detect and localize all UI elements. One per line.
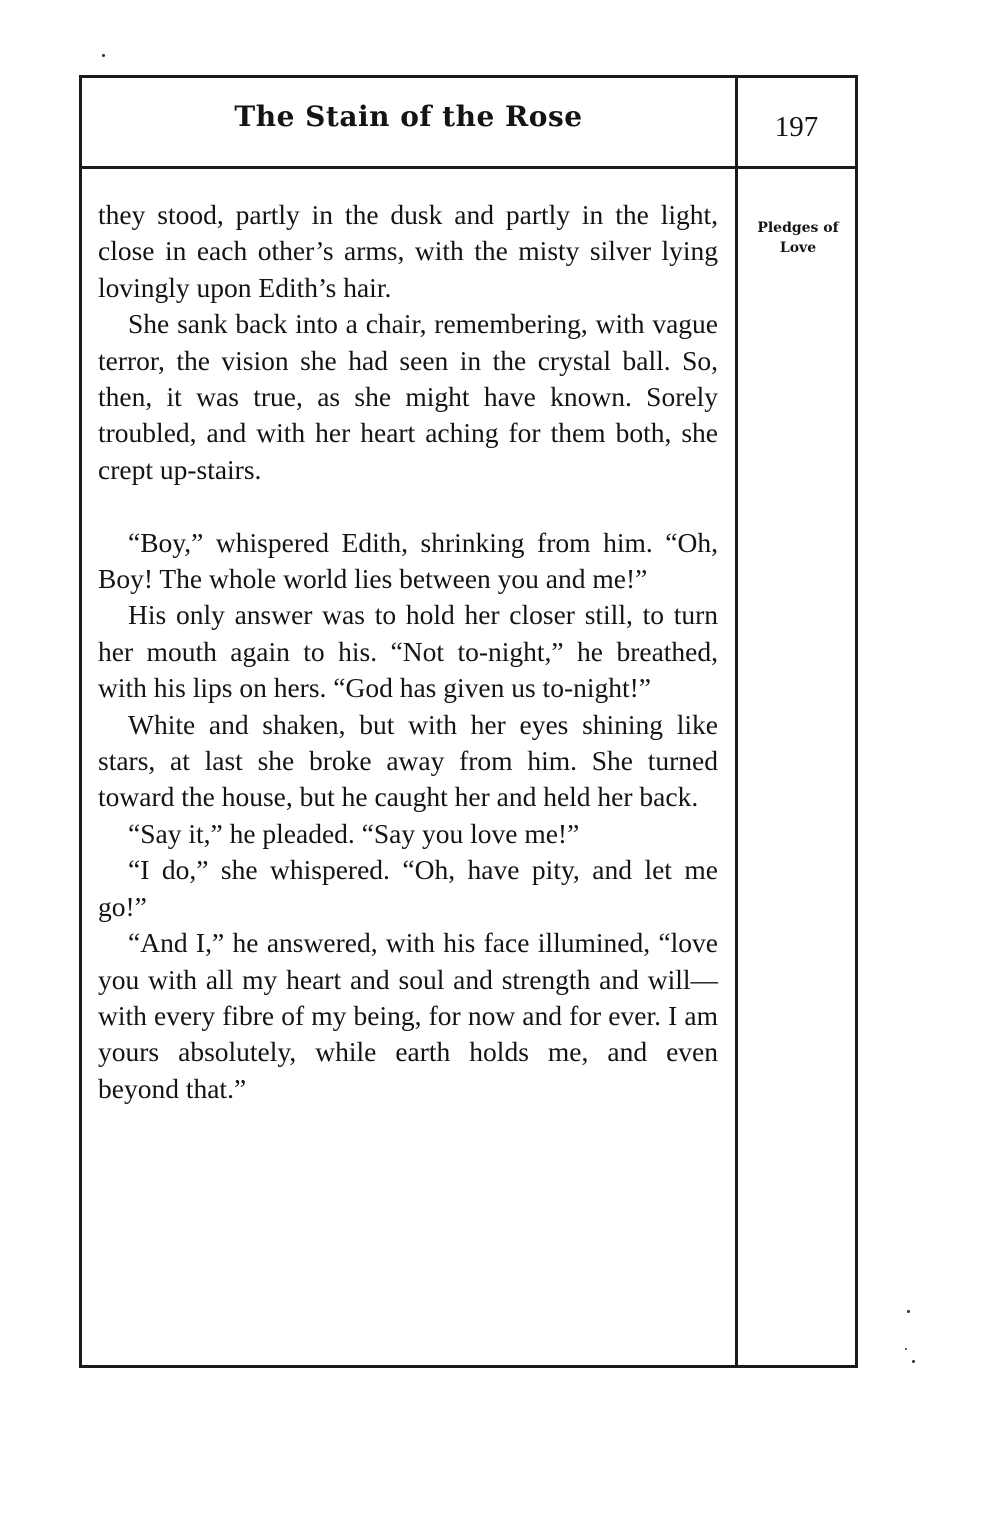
scan-speck [102, 54, 105, 57]
running-head: The Stain of the Rose [234, 100, 583, 133]
scan-speck [912, 1360, 915, 1363]
paragraph-1: they stood, partly in the dusk and partly in the light, close in each other’s arms, with the misty silver lying lovingly upon Edith’s hair. [98, 199, 718, 303]
paragraph-8: “And I,” he answered, with his face illumined, “love you with all my heart and soul and strength and will—with every fibre of my being, for now and for ever. I am yours absolutely, while earth holds me, and even beyond that.” [98, 927, 718, 1104]
scan-speck [905, 1348, 907, 1350]
paragraph-5: White and shaken, but with her eyes shining like stars, at last she broke away from him. She turned toward the house, but he caught her and held her back. [98, 708, 718, 813]
paragraph-2: She sank back into a chair, remembering, with vague terror, the vision she had seen in the crystal ball. So, then, it was true, as she might have known. Sorely troubled, and with her heart aching for them both, she crept up-stairs. [98, 308, 718, 485]
page-number: 197 [774, 111, 819, 143]
paragraph-7: “I do,” she whispered. “Oh, have pity, and let me go!” [98, 854, 718, 922]
body-text [98, 197, 718, 1107]
header-rule [79, 166, 858, 169]
paragraph-6: “Say it,” he pleaded. “Say you love me!” [128, 817, 580, 849]
margin-note-line-2: Love [779, 240, 817, 256]
paragraph-3: “Boy,” whispered Edith, shrinking from him. “Oh, Boy! The whole world lies between you and me!” [98, 526, 718, 595]
scan-speck [907, 1310, 910, 1313]
margin-note-line-1: Pledges of [757, 220, 839, 236]
margin-note [742, 218, 854, 258]
paragraph-4: His only answer was to hold her closer still, to turn her mouth again to his. “Not to-night,” he breathed, with his lips on hers. “God has given us to-night!” [98, 599, 718, 704]
margin-column-rule [735, 75, 738, 1365]
